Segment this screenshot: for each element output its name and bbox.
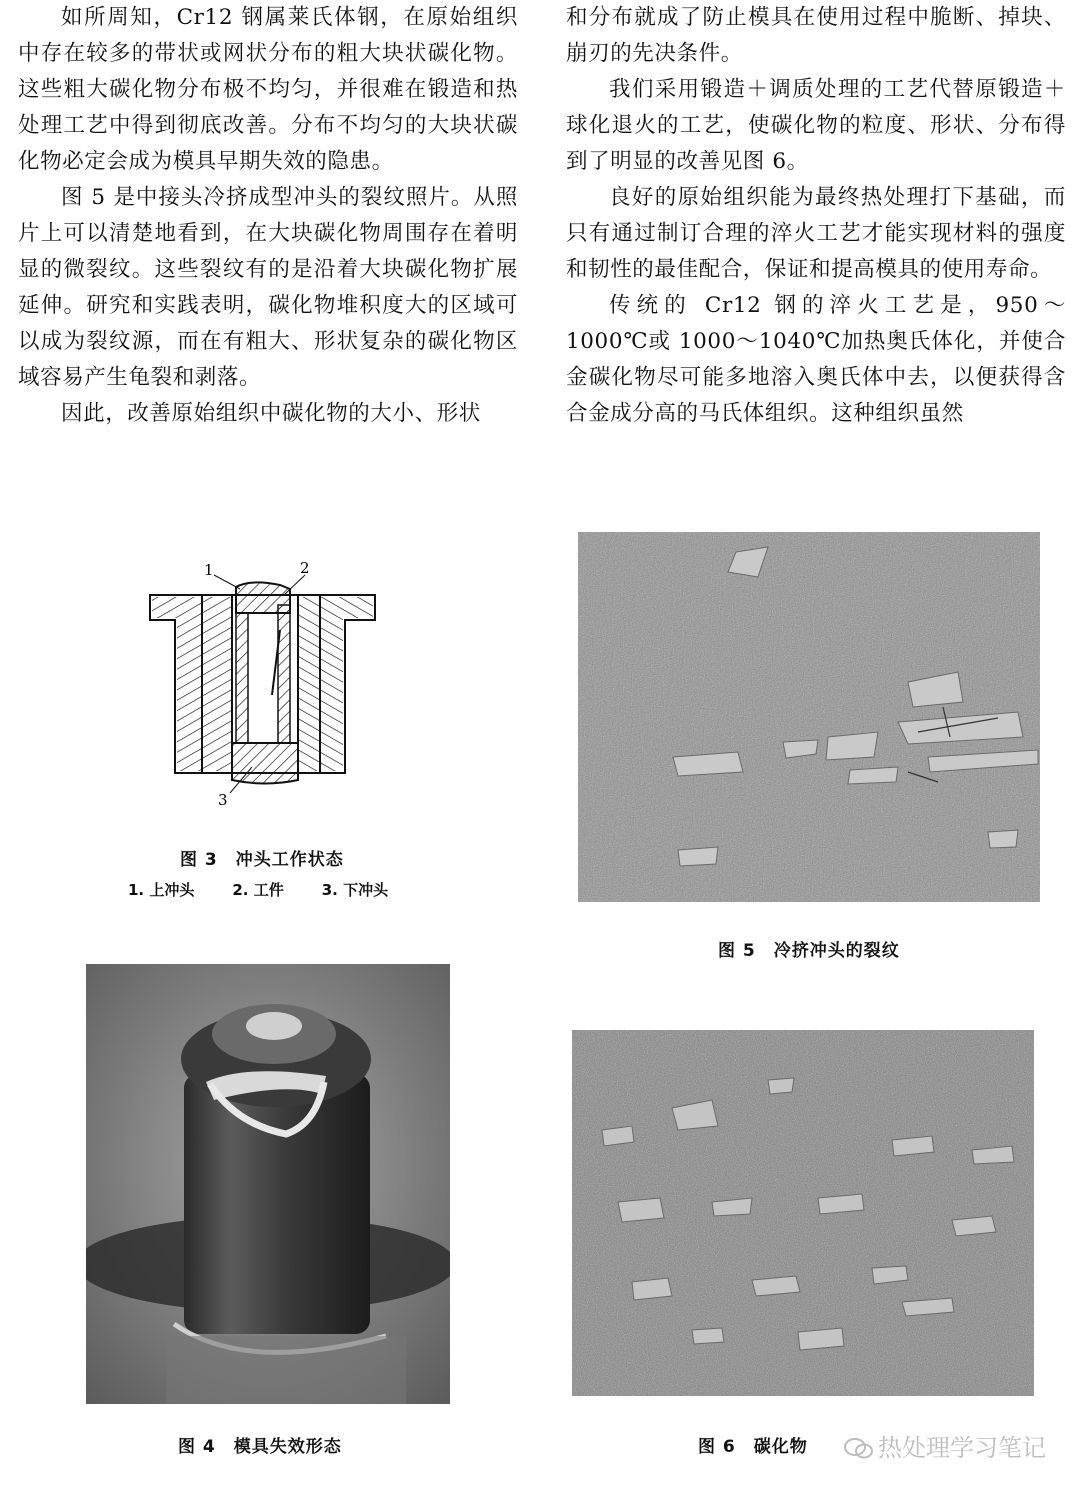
paragraph: 传统的 Cr12 钢的淬火工艺是，950～1000℃或 1000～1040℃加热奥氏体化，并使合金碳化物尽可能多地溶入奥氏体中去，以便获得含合金成分高的马氏体组织。这种组织虽然 [566,293,1066,426]
fig3-legend-item: 1. 上冲头 [128,881,195,899]
fig3-number: 图 3 [180,850,218,870]
fig3-legend-item: 3. 下冲头 [321,881,389,899]
die-wall-left [177,597,232,771]
fig6-micrograph [572,1030,1034,1396]
lower-punch [232,743,298,784]
right-column [566,0,1066,432]
wechat-icon [844,1436,874,1462]
fig3-label-3: 3 [218,791,228,809]
fig5-caption [718,936,900,961]
paragraph: 因此，改善原始组织中碳化物的大小、形状 [61,401,481,426]
workpiece-right [278,605,290,743]
fig4-caption [178,1432,342,1457]
fig5-number: 图 5 [718,941,756,961]
fig3-legend-item: 2. 工件 [232,881,284,899]
fig6-title: 碳化物 [753,1437,808,1457]
watermark [844,1428,1046,1463]
fig4-title: 模具失效形态 [233,1437,342,1457]
fig5-title: 冷挤冲头的裂纹 [773,941,900,961]
fig4-photo [86,964,450,1404]
fig3-diagram [140,555,390,810]
paragraph: 良好的原始组织能为最终热处理打下基础，而只有通过制订合理的淬火工艺才能实现材料的强度和韧性的最佳配合，保证和提高模具的使用寿命。 [566,185,1066,282]
fig4-number: 图 4 [178,1437,216,1457]
fig5-micrograph [578,532,1040,902]
left-column [18,0,518,432]
fig6-caption [698,1432,808,1457]
paragraph: 如所周知，Cr12 钢属莱氏体钢，在原始组织中存在较多的带状或网状分布的粗大块状碳化物。这些粗大碳化物分布极不均匀，并很难在锻造和热处理工艺中得到彻底改善。分布不均匀的大块状碳化物必定会成为模具早期失效的隐患。 [18,5,518,174]
paragraph: 和分布就成了防止模具在使用过程中脆断、掉块、崩刃的先决条件。 [566,5,1066,66]
fig3-label-2: 2 [300,559,310,577]
fig3-label-1: 1 [204,561,214,579]
watermark-text: 热处理学习笔记 [878,1434,1046,1462]
paragraph: 我们采用锻造＋调质处理的工艺代替原锻造＋球化退火的工艺，使碳化物的粒度、形状、分布得到了明显的改善见图 6。 [566,77,1066,174]
paragraph: 图 5 是中接头冷挤成型冲头的裂纹照片。从照片上可以清楚地看到，在大块碳化物周围存在着明显的微裂纹。这些裂纹有的是沿着大块碳化物扩展延伸。研究和实践表明，碳化物堆积度大的区域可以成为裂纹源，而在有粗大、形状复杂的碳化物区域容易产生龟裂和剥落。 [18,185,518,390]
workpiece-left [236,613,248,743]
fig3-caption [180,845,344,870]
fig6-number: 图 6 [698,1437,736,1457]
fig3-title: 冲头工作状态 [235,850,344,870]
fig3-legend [128,879,426,900]
